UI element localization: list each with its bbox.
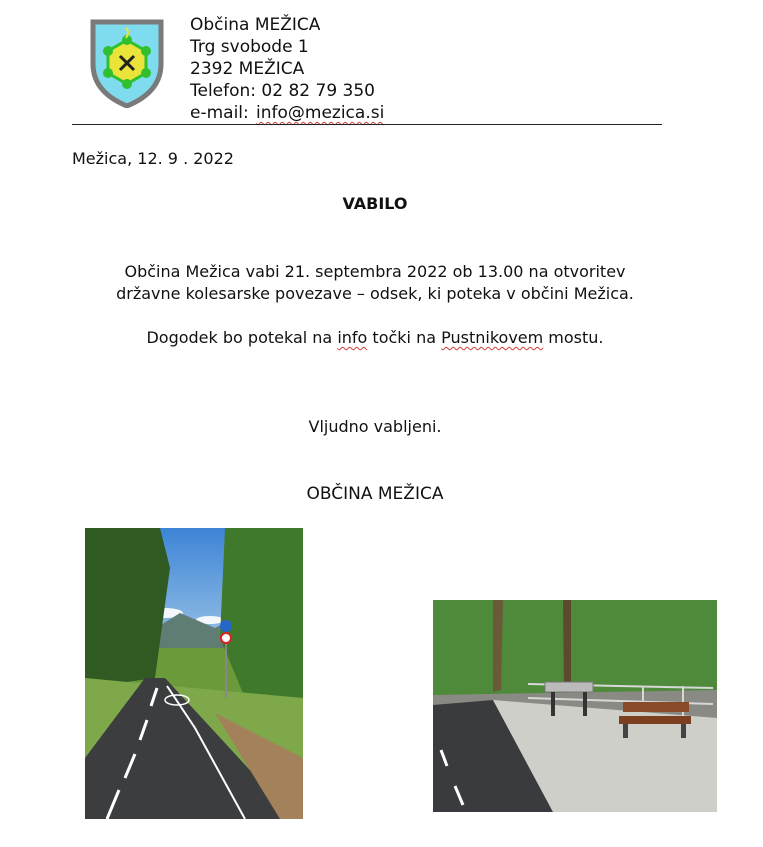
info-point-bench-photo (433, 600, 717, 812)
letterhead (190, 14, 384, 124)
invitation-paragraph (0, 261, 750, 305)
cycle-path-photo (85, 528, 303, 819)
municipality-name: Občina MEŽICA (190, 15, 321, 35)
location-text-3: mostu. (543, 328, 604, 347)
email-link[interactable]: info@mezica.si (256, 103, 385, 123)
letterhead-divider (72, 124, 662, 125)
location-word-info: info (337, 328, 368, 347)
letter-title: VABILO (342, 194, 408, 213)
street-address: Trg svobode 1 (190, 37, 309, 57)
event-location-paragraph (0, 327, 750, 349)
closing-greeting: Vljudno vabljeni. (308, 417, 442, 436)
letter-date: Mežica, 12. 9 . 2022 (72, 149, 234, 168)
telephone: Telefon: 02 82 79 350 (190, 81, 375, 101)
email-label: e-mail: (190, 103, 249, 123)
location-text-1: Dogodek bo potekal na (146, 328, 338, 347)
location-text-2: točki na (367, 328, 442, 347)
invitation-line-1: Občina Mežica vabi 21. septembra 2022 ob 13.00 na otvoritev (124, 262, 626, 281)
location-word-pustnikovem: Pustnikovem (441, 328, 544, 347)
postal-address: 2392 MEŽICA (190, 59, 305, 79)
invitation-line-2: državne kolesarske povezave – odsek, ki poteka v občini Mežica. (116, 284, 634, 303)
email-line (190, 102, 384, 124)
signature: OBČINA MEŽICA (306, 484, 444, 504)
coat-of-arms-icon (90, 18, 164, 108)
